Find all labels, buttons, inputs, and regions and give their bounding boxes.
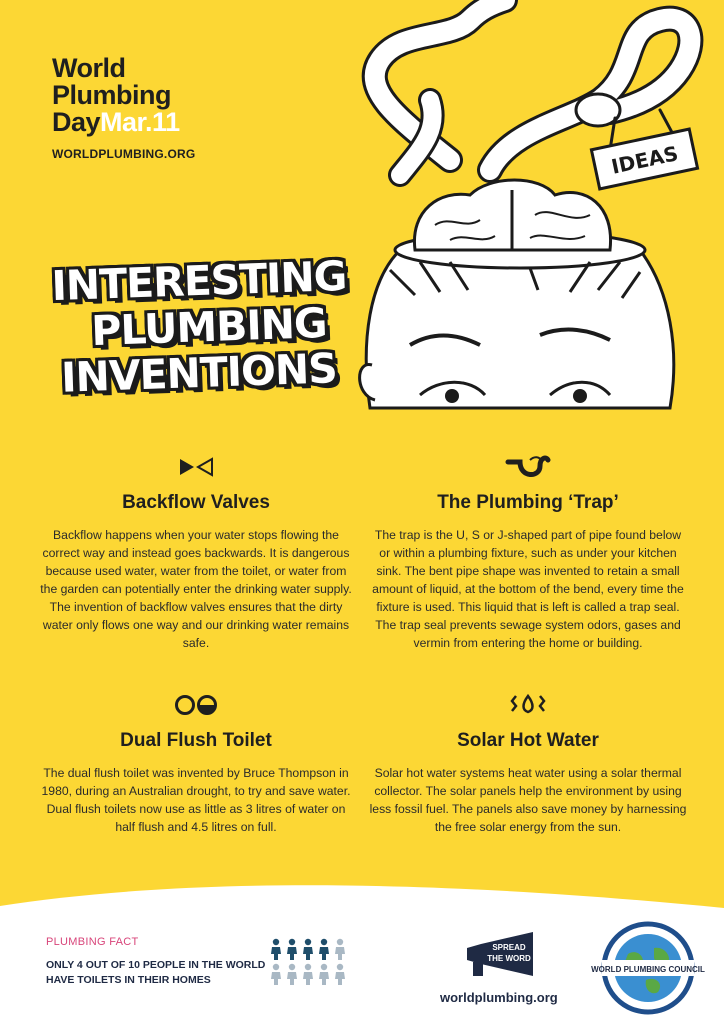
spread-the-word-logo[interactable]	[463, 930, 537, 987]
headline	[34, 251, 364, 402]
headline-line-1: INTERESTING	[50, 251, 348, 311]
brand-line-day	[52, 109, 195, 136]
fact-line-2: HAVE TOILETS IN THEIR HOMES	[46, 974, 211, 986]
dual-flush-icon	[36, 690, 356, 720]
person-without-toilet-icon	[319, 964, 329, 985]
brand-line-plumbing: Plumbing	[52, 80, 171, 110]
spread-line-1: SPREAD	[492, 943, 526, 952]
section-body: Solar hot water systems heat water using a solar thermal collector. The solar panels help the environment by using less fossil fuel. The panels also save money by harnessing the free solar energy from the sun.	[369, 766, 687, 834]
solar-water-icon	[368, 690, 688, 720]
brand-line-world: World	[52, 53, 126, 83]
section-dual-flush-toilet	[36, 690, 356, 836]
section-title: Backflow Valves	[122, 492, 270, 513]
section-title: The Plumbing ‘Trap’	[437, 492, 619, 513]
plumbing-fact	[46, 936, 266, 988]
person-without-toilet-icon	[287, 964, 297, 985]
valve-icon	[36, 452, 356, 482]
section-plumbing-trap	[368, 452, 688, 652]
person-with-toilet-icon	[271, 939, 281, 960]
headline-line-3: INVENTIONS	[60, 344, 338, 402]
person-without-toilet-icon	[335, 964, 345, 985]
world-plumbing-council-logo[interactable]	[591, 918, 705, 1023]
fact-line-1: ONLY 4 OUT OF 10 PEOPLE IN THE WORLD	[46, 959, 266, 971]
section-title: Solar Hot Water	[457, 730, 599, 751]
brand-url[interactable]: WORLDPLUMBING.ORG	[52, 147, 196, 161]
head-brain-pipes-illustration	[340, 0, 724, 408]
spread-line-2: THE WORD	[487, 954, 531, 963]
ideas-sign-text: IDEAS	[609, 141, 681, 179]
person-without-toilet-icon	[271, 964, 281, 985]
council-name: WORLD PLUMBING COUNCIL	[591, 965, 705, 974]
fact-text	[46, 958, 266, 988]
brand-day: Day	[52, 107, 101, 137]
brand-date: Mar.11	[100, 107, 180, 137]
person-without-toilet-icon	[335, 939, 345, 960]
headline-line-2: PLUMBING	[90, 298, 328, 356]
section-body: Backflow happens when your water stops flowing the correct way and instead goes backwards. It is dangerous because used water, water from the toilet, or water from the garden can potentially enter the drinking water supply. The invention of backflow valves ensures that the dirty water only flows one way and our drinking water remains safe.	[40, 528, 352, 650]
section-body: The trap is the U, S or J-shaped part of pipe found below or within a plumbing fixture, such as under your kitchen sink. The bent pipe shape was invented to retain a small amount of liquid, at the bottom of the bend, every time the fixture is used. This liquid that is left is called a trap seal. The trap seal prevents sewage system odors, gases and vermin from entering the home or building.	[372, 528, 684, 650]
people-toilet-stat-icons	[268, 938, 350, 988]
brand-block	[52, 55, 195, 160]
person-with-toilet-icon	[303, 939, 313, 960]
fact-label: PLUMBING FACT	[46, 936, 139, 948]
pipe-trap-icon	[368, 452, 688, 482]
section-backflow-valves	[36, 452, 356, 652]
footer	[0, 882, 724, 1024]
person-with-toilet-icon	[319, 939, 329, 960]
footer-url-link[interactable]: worldplumbing.org	[440, 990, 558, 1005]
person-with-toilet-icon	[287, 939, 297, 960]
section-body: The dual flush toilet was invented by Bruce Thompson in 1980, during an Australian drought, to try and save water. Dual flush toilets now use as little as 3 litres of water on half flush and 4.5 litres on full.	[41, 766, 351, 834]
section-title: Dual Flush Toilet	[120, 730, 272, 751]
section-solar-hot-water	[368, 690, 688, 836]
person-without-toilet-icon	[303, 964, 313, 985]
